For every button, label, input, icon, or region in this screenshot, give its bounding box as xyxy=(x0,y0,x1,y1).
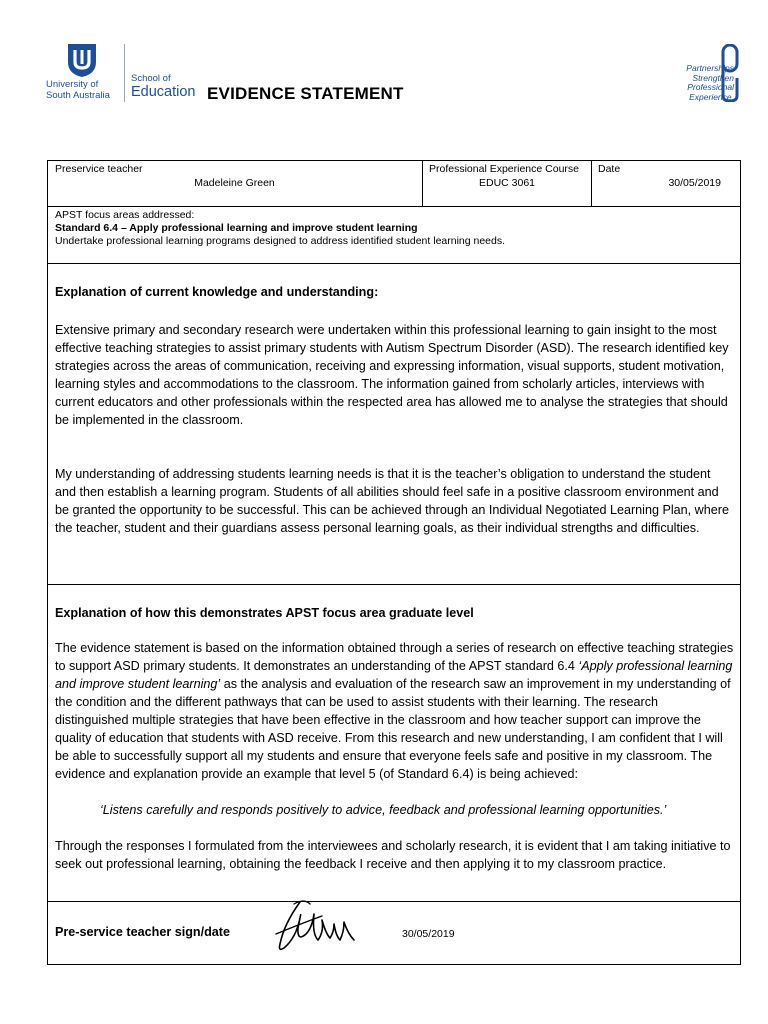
signoff-date: 30/05/2019 xyxy=(402,928,455,940)
focus-description: Undertake professional learning programs designed to address identified student learning needs. xyxy=(55,235,506,247)
teacher-label: Preservice teacher xyxy=(55,163,143,175)
signoff-label: Pre-service teacher sign/date xyxy=(55,925,231,939)
school-line2: Education xyxy=(131,84,196,100)
info-row xyxy=(48,161,740,207)
page-title: EVIDENCE STATEMENT xyxy=(207,84,404,103)
page-header xyxy=(0,0,768,150)
university-name: University of South Australia xyxy=(46,79,110,101)
course-label: Professional Experience Course xyxy=(429,163,579,175)
focus-label: APST focus areas addressed: xyxy=(55,209,195,221)
date-cell xyxy=(592,161,740,206)
graduate-p1-standard-quote: ‘Apply professional learning and improve student learning’ xyxy=(55,659,733,691)
knowledge-paragraph-2: My understanding of addressing students learning needs is that it is the teacher’s obligation to understand the student and then establish a learning program. Students of all abilities should feel safe in a positive classroom environment and be granted the opportunity to be successful. This can be achieved through an Individual Negotiated Learning Plan, where the teacher, student and their guardians assess personal learning goals, as their individual strengths and difficulties. xyxy=(55,467,729,535)
teacher-name: Madeleine Green xyxy=(194,177,275,189)
partnerships-logo-text: Partnerships Strengthen Professional Experience. xyxy=(686,63,734,102)
focus-standard: Standard 6.4 – Apply professional learning and improve student learning xyxy=(55,222,418,234)
school-of-education-logo xyxy=(131,74,201,100)
knowledge-section xyxy=(48,264,740,585)
unisa-shield-icon xyxy=(66,42,98,78)
teacher-cell xyxy=(48,161,421,206)
date-label: Date xyxy=(598,163,621,175)
graduate-p1-text-cont: as the analysis and evaluation of the research saw an improvement in my understanding of the condition and the different pathways that can be used to assist students with their learning. The research distinguished multiple strategies that have been effective in the classroom and how teacher support can improve the quality of education that students with ASD receive. From this research and new understanding, I am confident that I will be able to successfully support all my students and ensure that everyone feels safe and positive in my classroom. The evidence and explanation provide an example that level 5 (of Standard 6.4) is being achieved: xyxy=(55,677,731,781)
graduate-paragraph-2: Through the responses I formulated from the interviewees and scholarly research, it is evident that I am taking initiative to seek out professional learning, obtaining the feedback I receive and then applying it to my classroom practice. xyxy=(55,839,731,871)
school-line1: School of xyxy=(131,73,171,84)
graduate-section xyxy=(48,585,740,902)
signoff-row xyxy=(48,902,740,964)
knowledge-heading: Explanation of current knowledge and understanding: xyxy=(55,285,379,299)
date-value: 30/05/2019 xyxy=(668,177,721,189)
signature-image xyxy=(270,894,370,956)
partnerships-logo xyxy=(662,44,742,104)
focus-row xyxy=(48,207,740,264)
graduate-paragraph-1 xyxy=(55,639,735,783)
logo-divider xyxy=(124,44,125,102)
course-code: EDUC 3061 xyxy=(478,177,536,189)
unisa-logo xyxy=(46,42,122,104)
graduate-p1-text: The evidence statement is based on the information obtained through a series of research on effective teaching strategies to support ASD primary students. It demonstrates an understanding of the APST standard 6.4 xyxy=(55,641,734,673)
partnerships-mark-icon xyxy=(718,44,742,102)
course-cell xyxy=(423,161,591,206)
knowledge-paragraph-1: Extensive primary and secondary research were undertaken within this professional learning to gain insight to the most effective teaching strategies to assist primary students with Autism Spectrum Disorder (ASD). The research identified key strategies across the areas of communication, receiving and expressing information, visual supports, student motivation, learning styles and accommodations to the classroom. The information gained from scholarly articles, interviews with current educators and other professionals within the respected area has allowed me to analyse the strategies that should be implemented in the classroom. xyxy=(55,323,729,427)
graduate-quote: ‘Listens carefully and responds positively to advice, feedback and professional learning opportunities.’ xyxy=(100,803,667,817)
graduate-heading: Explanation of how this demonstrates APST focus area graduate level xyxy=(55,606,474,620)
evidence-form xyxy=(47,160,741,965)
